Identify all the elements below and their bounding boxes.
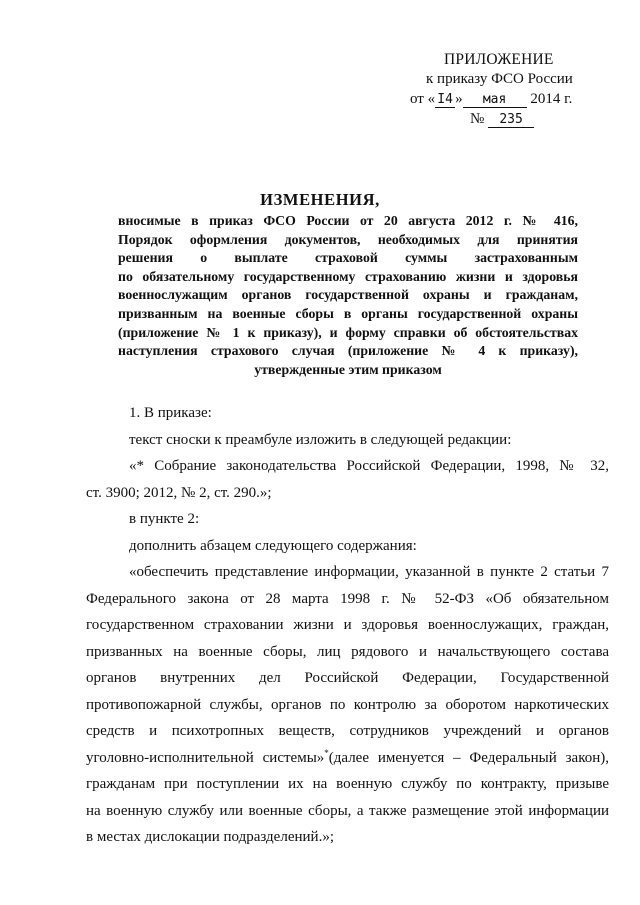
paragraph-6-line: средств и психотропных веществ, сотрудников учреждений и органов — [86, 723, 609, 739]
line-text-a: уголовно-исполнительной системы» — [86, 749, 325, 766]
annex-order-ref: к приказу ФСО России — [426, 71, 573, 87]
paragraph-5: дополнить абзацем следующего содержания: — [129, 537, 417, 554]
date-mid: » — [455, 91, 463, 107]
paragraph-2: текст сноски к преамбуле изложить в следующей редакции: — [129, 431, 512, 448]
subtitle-line: (приложение № 1 к приказу), и форму справки об обстоятельствах — [118, 324, 578, 340]
number-prefix: № — [470, 111, 485, 127]
paragraph-6-line: государственном страховании жизни и здоровья военнослужащих, граждан, — [86, 617, 609, 633]
paragraph-6-line: на военную службу или военные сборы, а также размещение этой информации — [86, 802, 609, 819]
date-day-field: I4 — [435, 93, 455, 108]
subtitle-line: вносимые в приказ ФСО России от 20 августа 2012 г. № 416, — [118, 213, 578, 228]
line-text-b: (далее именуется – Федеральный закон), — [328, 749, 609, 766]
subtitle-line: по обязательному государственному страхованию жизни и здоровья — [118, 268, 578, 284]
annex-number — [470, 110, 534, 129]
paragraph-3-line: ст. 3900; 2012, № 2, ст. 290.»; — [86, 484, 272, 501]
date-prefix: от « — [410, 91, 436, 107]
paragraph-4: в пункте 2: — [129, 511, 200, 527]
subtitle-line: решения о выплате страховой суммы застрахованным — [118, 250, 578, 266]
subtitle-line: Порядок оформления документов, необходимых для принятия — [118, 231, 578, 247]
footnote-marker: * — [324, 747, 329, 758]
subtitle-line: наступления страхового случая (приложение № 4 к приказу), — [118, 343, 578, 359]
paragraph-6-line — [86, 745, 609, 772]
subtitle-line: военнослужащим органов государственной охраны и гражданам, — [118, 287, 578, 303]
subtitle-line: утвержденные этим приказом — [254, 361, 442, 377]
paragraph-6-line: гражданам при поступлении их на военную службу по контракту, призыве — [86, 776, 609, 792]
annex-date — [410, 90, 572, 109]
paragraph-6-line: Федерального закона от 28 марта 1998 г. № 52-ФЗ «Об обязательном — [86, 590, 609, 607]
annex-title: ПРИЛОЖЕНИЕ — [444, 51, 554, 68]
paragraph-6-line: призванных на военные сборы, лиц рядового и начальствующего состава — [86, 643, 609, 660]
paragraph-3-line: «* Собрание законодательства Российской Федерации, 1998, № 32, — [129, 458, 609, 474]
document-body — [86, 400, 609, 851]
paragraph-1: 1. В приказе: — [129, 405, 212, 421]
paragraph-6-line: противопожарной службы, органов по контролю за оборотом наркотических — [86, 696, 609, 713]
subtitle-line: призванным на военные сборы в органы государственной охраны — [118, 305, 578, 321]
document-subtitle — [118, 212, 578, 379]
number-field: 235 — [488, 113, 534, 128]
paragraph-6-line: «обеспечить представление информации, указанной в пункте 2 статьи 7 — [129, 564, 609, 580]
paragraph-6-line: в местах дислокации подразделений.»; — [86, 829, 334, 845]
date-year: 2014 г. — [530, 91, 573, 107]
paragraph-6-line: органов внутренних дел Российской Федерации, Государственной — [86, 670, 609, 686]
date-month-field: мая — [463, 93, 527, 108]
document-title: ИЗМЕНЕНИЯ, — [260, 190, 380, 209]
